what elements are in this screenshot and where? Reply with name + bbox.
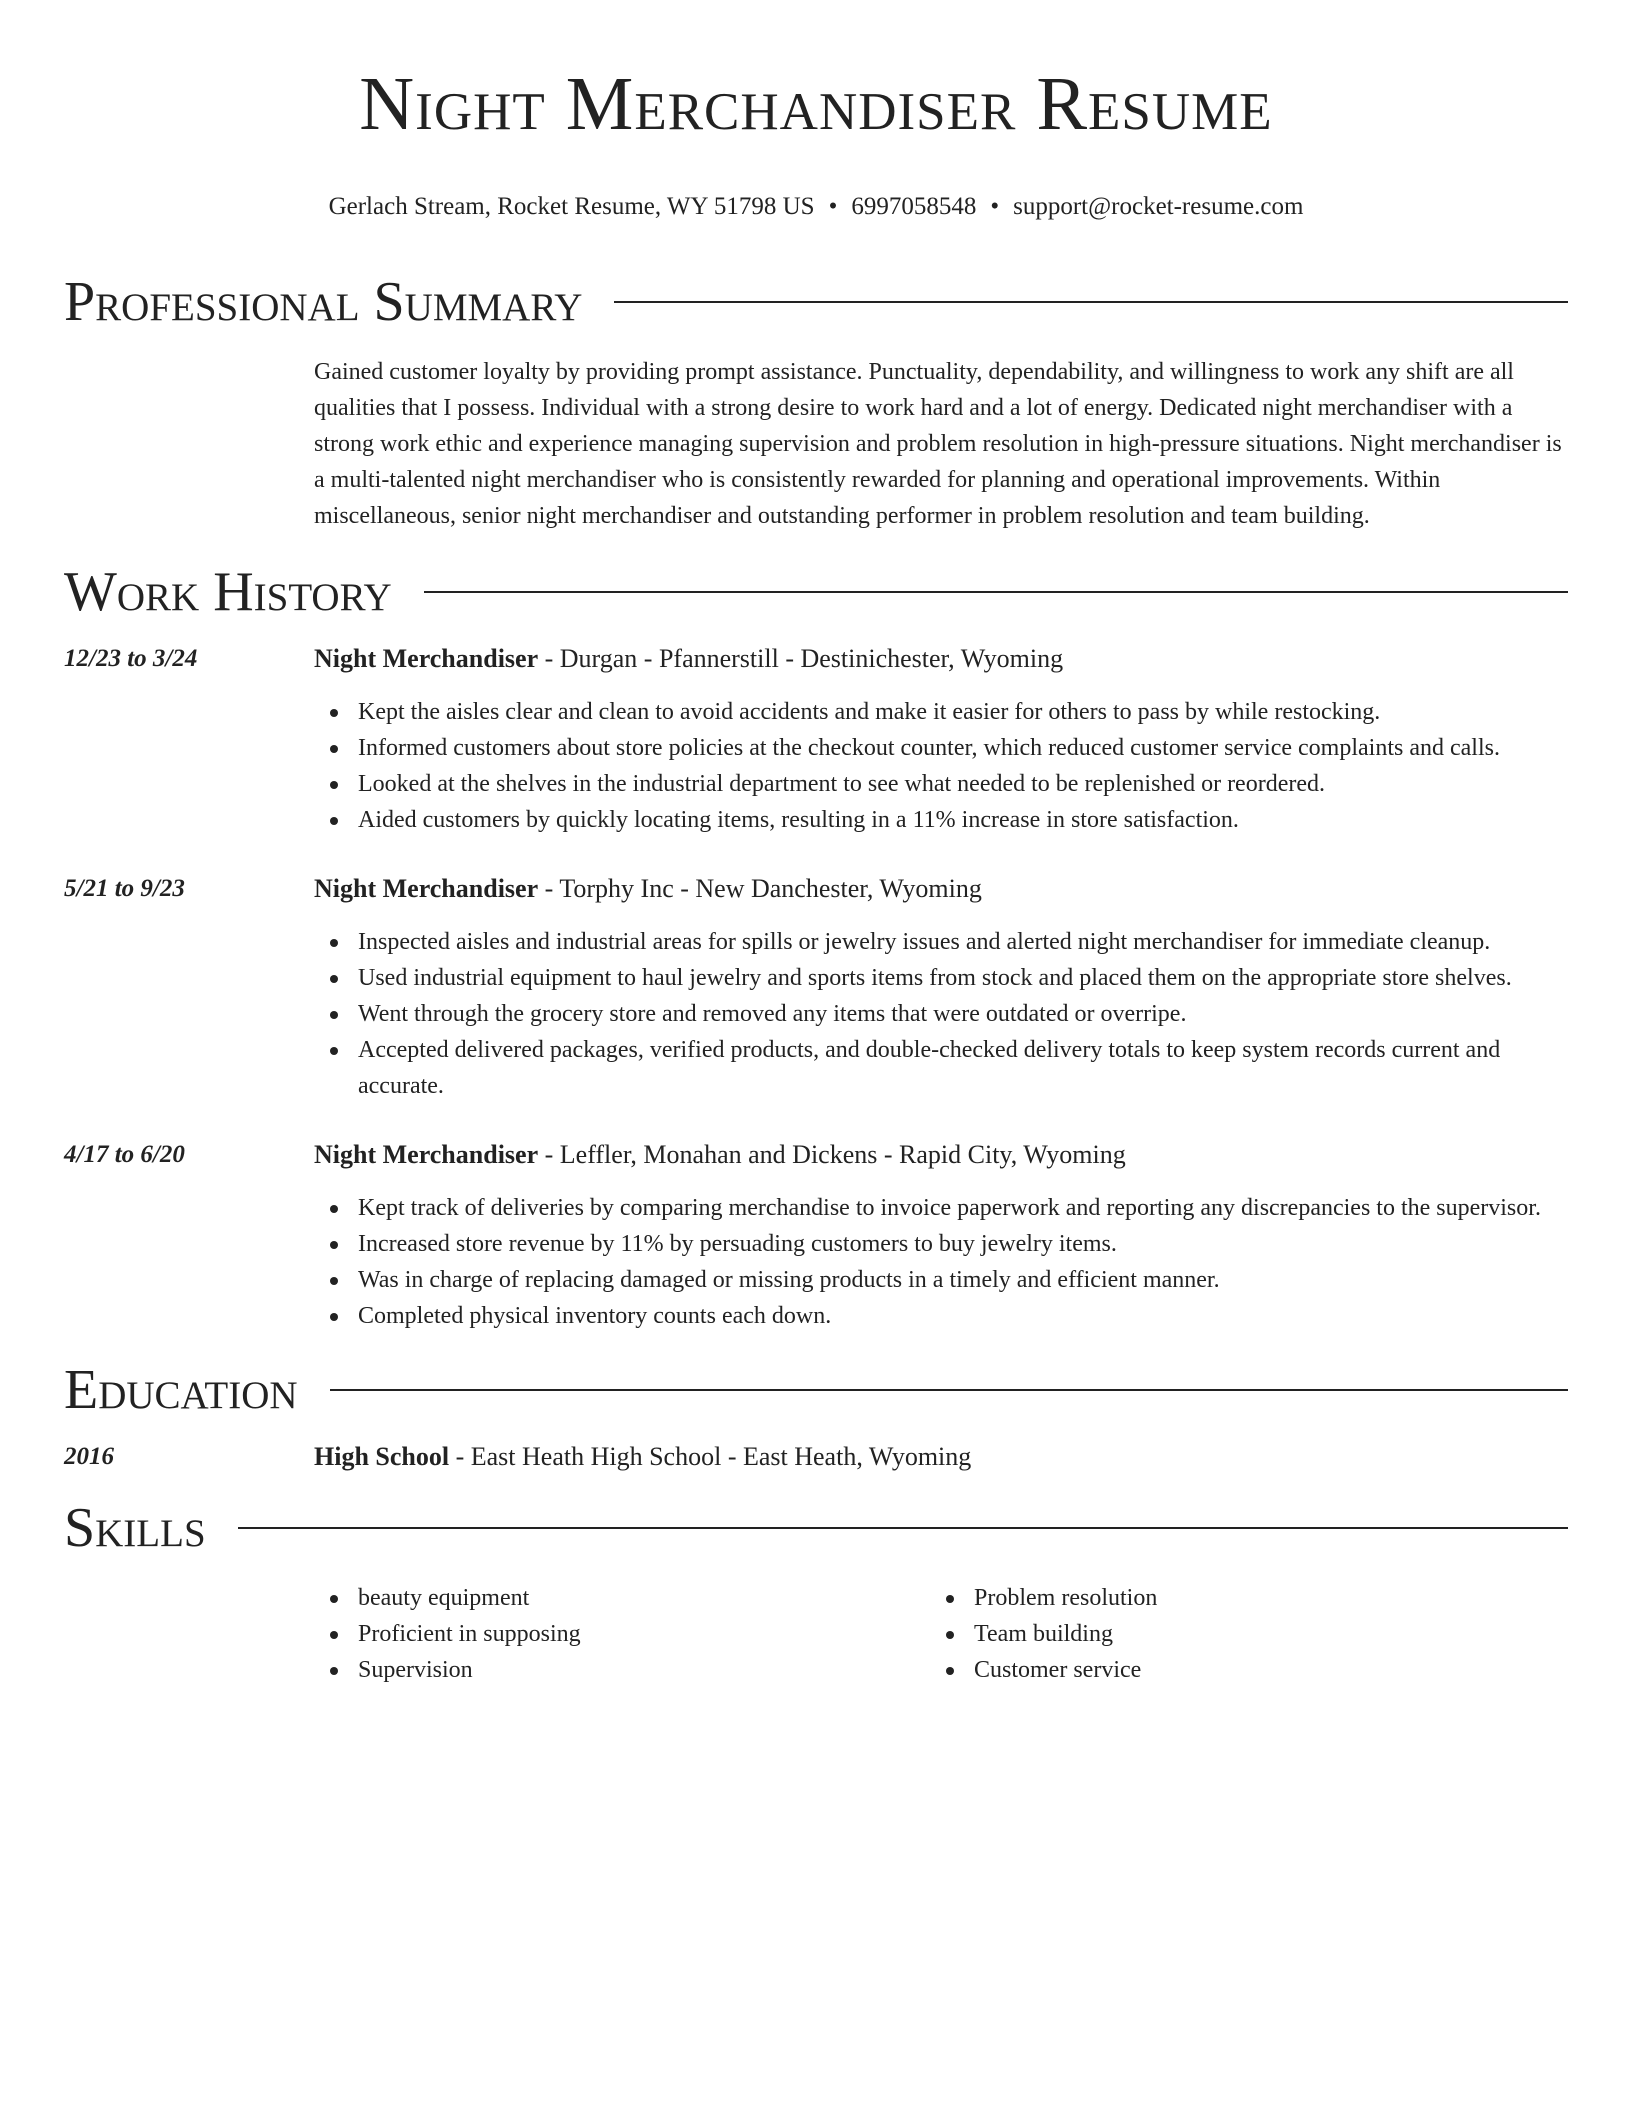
- summary-text: Gained customer loyalty by providing prompt assistance. Punctuality, dependability, and willingness to work any shift are all qualities that I possess. Individual with a strong desire to work hard and a lot of energy. Dedicated night merchandiser with a strong work ethic and experience managing supervision and problem resolution in high-pressure situations. Night merchandiser is a multi-talented night merchandiser who is consistently rewarded for planning and operational improvements. Within miscellaneous, senior night merchandiser and outstanding performer in problem resolution and team building.: [314, 359, 1562, 529]
- list-item: Kept track of deliveries by comparing merchandise to invoice paperwork and reporting any discrepancies to the supervisor.: [358, 1190, 1568, 1226]
- list-item: Supervision: [358, 1652, 930, 1688]
- job-employer-location: - Leffler, Monahan and Dickens - Rapid City, Wyoming: [538, 1140, 1126, 1169]
- job-bullet-list: [314, 1190, 1568, 1334]
- resume-title: Night Merchandiser Resume: [359, 62, 1273, 146]
- job-body: [314, 1138, 1568, 1334]
- job-role: Night Merchandiser: [314, 874, 539, 903]
- list-item: Used industrial equipment to haul jewelry and sports items from stock and placed them on the appropriate store shelves.: [358, 960, 1568, 996]
- list-item: Customer service: [974, 1652, 1546, 1688]
- skills-bullet-list: [930, 1580, 1546, 1688]
- job-entry: [64, 1138, 1568, 1334]
- section-divider: [238, 1527, 1568, 1529]
- section-divider: [614, 301, 1568, 303]
- job-body: [314, 642, 1568, 838]
- resume-page: [64, 0, 1568, 1688]
- job-role: Night Merchandiser: [314, 1140, 539, 1169]
- education-heading: Education: [64, 1359, 298, 1421]
- job-dates: 5/21 to 9/23: [64, 875, 185, 902]
- email-text: support@rocket-resume.com: [1013, 193, 1304, 220]
- education-title-line: [314, 1440, 1568, 1474]
- work-history-section-header: [64, 560, 1568, 624]
- job-title-line: [314, 1138, 1568, 1172]
- education-section-header: [64, 1358, 1568, 1422]
- address-text: Gerlach Stream, Rocket Resume, WY 51798 US: [328, 193, 815, 220]
- list-item: Proficient in supposing: [358, 1616, 930, 1652]
- job-role: Night Merchandiser: [314, 644, 539, 673]
- job-body: [314, 872, 1568, 1104]
- job-dates: 12/23 to 3/24: [64, 645, 198, 672]
- list-item: Looked at the shelves in the industrial department to see what needed to be replenished or reordered.: [358, 766, 1568, 802]
- education-school-location: - East Heath High School - East Heath, Wyoming: [449, 1442, 972, 1471]
- list-item: Increased store revenue by 11% by persuading customers to buy jewelry items.: [358, 1226, 1568, 1262]
- list-item: Aided customers by quickly locating items, resulting in a 11% increase in store satisfaction.: [358, 802, 1568, 838]
- summary-heading: Professional Summary: [64, 271, 583, 333]
- list-item: Was in charge of replacing damaged or missing products in a timely and efficient manner.: [358, 1262, 1568, 1298]
- list-item: Completed physical inventory counts each down.: [358, 1298, 1568, 1334]
- list-item: Kept the aisles clear and clean to avoid accidents and make it easier for others to pass by while restocking.: [358, 694, 1568, 730]
- section-divider: [424, 591, 1568, 593]
- job-bullet-list: [314, 694, 1568, 838]
- job-title-line: [314, 872, 1568, 906]
- separator-dot: •: [990, 193, 1000, 220]
- education-year: 2016: [64, 1443, 114, 1470]
- section-divider: [330, 1389, 1568, 1391]
- phone-text: 6997058548: [851, 193, 977, 220]
- education-entry: [64, 1440, 1568, 1474]
- contact-line: [64, 192, 1568, 222]
- list-item: Accepted delivered packages, verified products, and double-checked delivery totals to keep system records current and accurate.: [358, 1032, 1568, 1104]
- skills-column-left: [314, 1580, 930, 1688]
- job-employer-location: - Torphy Inc - New Danchester, Wyoming: [538, 874, 982, 903]
- job-dates: 4/17 to 6/20: [64, 1141, 185, 1168]
- list-item: Problem resolution: [974, 1580, 1546, 1616]
- job-entry: [64, 642, 1568, 838]
- summary-section-header: [64, 270, 1568, 334]
- education-body: [314, 1440, 1568, 1474]
- list-item: beauty equipment: [358, 1580, 930, 1616]
- skills-heading: Skills: [64, 1497, 206, 1559]
- separator-dot: •: [828, 193, 838, 220]
- job-bullet-list: [314, 924, 1568, 1104]
- list-item: Team building: [974, 1616, 1546, 1652]
- education-degree: High School: [314, 1442, 450, 1471]
- job-title-line: [314, 642, 1568, 676]
- list-item: Inspected aisles and industrial areas for spills or jewelry issues and alerted night merchandiser for immediate cleanup.: [358, 924, 1568, 960]
- job-employer-location: - Durgan - Pfannerstill - Destinichester, Wyoming: [538, 644, 1064, 673]
- job-entry: [64, 872, 1568, 1104]
- work-history-heading: Work History: [64, 561, 392, 623]
- list-item: Informed customers about store policies at the checkout counter, which reduced customer service complaints and calls.: [358, 730, 1568, 766]
- skills-section-header: [64, 1496, 1568, 1560]
- skills-list: [314, 1580, 1568, 1688]
- skills-bullet-list: [314, 1580, 930, 1688]
- list-item: Went through the grocery store and removed any items that were outdated or overripe.: [358, 996, 1568, 1032]
- skills-column-right: [930, 1580, 1546, 1688]
